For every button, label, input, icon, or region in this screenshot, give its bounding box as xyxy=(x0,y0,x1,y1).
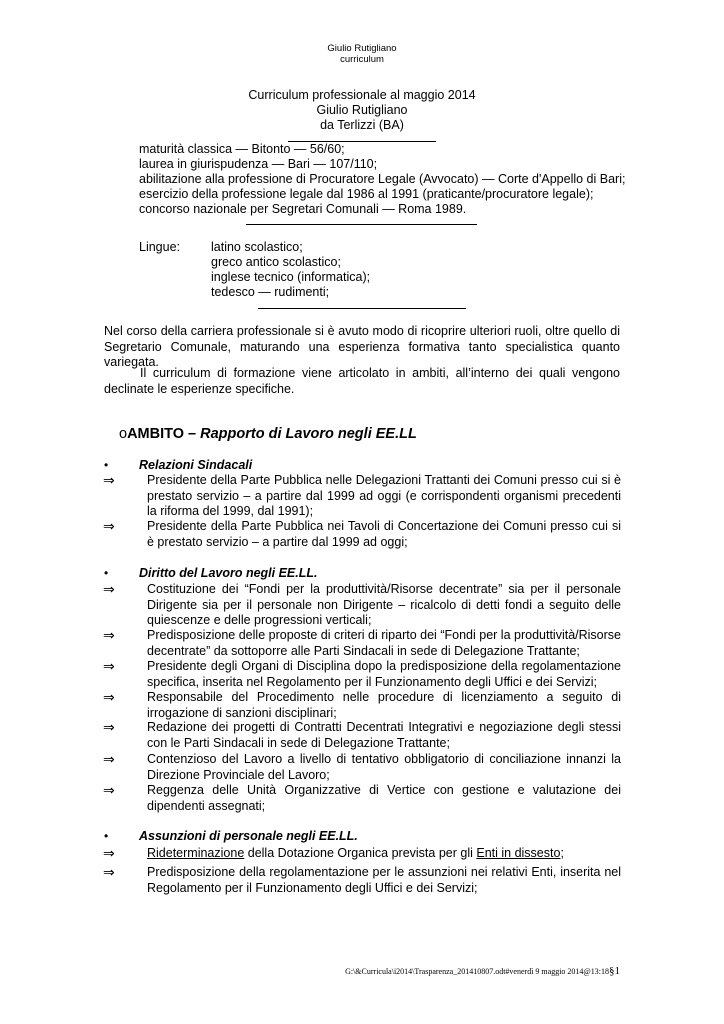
ambito-heading xyxy=(119,425,417,443)
author-origin: da Terlizzi (BA) xyxy=(320,118,404,132)
education-line: esercizio della professione legale dal 1986 al 1991 (praticante/procuratore legale); xyxy=(139,187,594,201)
list-item: Presidente degli Organi di Disciplina dopo la predisposizione della regolamentazione specifica, inserita nel Regolamento per il Funzionamento degli Uffici e dei Servizi; xyxy=(147,659,621,689)
ambito-dash: – xyxy=(184,426,201,442)
education-line: concorso nazionale per Segretari Comunali — Roma 1989. xyxy=(139,202,467,216)
language-item: greco antico scolastico; xyxy=(211,255,341,269)
underlined-term: Enti in dissesto xyxy=(476,846,561,860)
author-name: Giulio Rutigliano xyxy=(316,103,408,117)
list-item: Presidente della Parte Pubblica nei Tavoli di Concertazione dei Comuni presso cui si è prestato servizio – a partire dal 1999 ad oggi; xyxy=(147,519,621,549)
footer-path: G:\&Curricula\i2014\Trasparenza_201410807.odt#venerdì 9 maggio 2014@13:18 xyxy=(345,967,609,976)
list-item: Responsabile del Procedimento nelle procedure di licenziamento a seguito di irrogazione di sanzioni disciplinari; xyxy=(147,690,621,720)
item-text: della Dotazione Organica prevista per gli xyxy=(244,846,477,860)
list-item: Contenzioso del Lavoro a livello di tentativo obbligatorio di conciliazione innanzi la Direzione Provinciale del Lavoro; xyxy=(147,752,621,782)
languages-divider xyxy=(258,308,466,309)
page-footer xyxy=(345,966,620,977)
arrow-icon: ⇒ xyxy=(103,628,115,644)
ambito-title: Rapporto di Lavoro negli EE.LL xyxy=(200,426,417,442)
education-line: maturità classica — Bitonto — 56/60; xyxy=(139,142,345,156)
list-item xyxy=(147,846,621,862)
education-line: laurea in giurispudenza — Bari — 107/110; xyxy=(139,157,378,171)
ambito-marker: o xyxy=(119,426,128,442)
arrow-icon: ⇒ xyxy=(103,659,115,675)
section-title-diritto: Diritto del Lavoro negli EE.LL. xyxy=(139,566,318,580)
languages-label: Lingue: xyxy=(139,240,181,254)
intro-paragraph-2: Il curriculum di formazione viene articolato in ambiti, all’interno dei quali vengono declinate le esperienze specifiche. xyxy=(104,366,620,396)
intro-paragraph: Nel corso della carriera professionale si è avuto modo di ricoprire ulteriori ruoli, oltre quello di Segretario Comunale, maturando una esperienza formativa tanto specialistica quanto variegata. xyxy=(104,324,620,369)
list-item: Predisposizione delle proposte di criteri di riparto dei “Fondi per la produttività/Risorse decentrate” da sottoporre alle Parti Sindacali in sede di Delegazione Trattante; xyxy=(147,628,621,658)
arrow-icon: ⇒ xyxy=(103,865,115,881)
arrow-icon: ⇒ xyxy=(103,473,115,489)
arrow-icon: ⇒ xyxy=(103,720,115,736)
list-item: Redazione dei progetti di Contratti Decentrati Integrativi e negoziazione degli stessi con le Parti Sindacali in sede di Delegazione Trattante; xyxy=(147,720,621,750)
language-item: latino scolastico; xyxy=(211,240,303,254)
list-item: Presidente della Parte Pubblica nelle Delegazioni Trattanti dei Comuni presso cui si è prestato servizio – a partire dal 1999 ad oggi (e corrispondenti organismi precedenti la riforma del 1999, dal 1991); xyxy=(147,473,621,518)
education-divider xyxy=(246,224,477,225)
education-line: abilitazione alla professione di Procuratore Legale (Avvocato) — Corte d'Appello di Bari; xyxy=(139,172,626,186)
header-subtitle: curriculum xyxy=(340,54,384,65)
list-item: Predisposizione della regolamentazione per le assunzioni nei relativi Enti, inserita nel Regolamento per il Funzionamento degli Uffici e dei Servizi; xyxy=(147,865,621,895)
list-item: Costituzione dei “Fondi per la produttività/Risorse decentrate” sia per il personale Dirigente sia per il personale non Dirigente – ricalcolo di detti fondi a seguito delle quiescenze e delle progressioni verticali; xyxy=(147,582,621,627)
arrow-icon: ⇒ xyxy=(103,752,115,768)
arrow-icon: ⇒ xyxy=(103,846,115,862)
section-title-relazioni: Relazioni Sindacali xyxy=(139,458,253,472)
arrow-icon: ⇒ xyxy=(103,582,115,598)
bullet-icon: • xyxy=(104,566,109,580)
bullet-icon: • xyxy=(104,458,109,472)
bullet-icon: • xyxy=(104,829,109,843)
language-item: inglese tecnico (informatica); xyxy=(211,270,371,284)
document-title: Curriculum professionale al maggio 2014 xyxy=(248,88,476,102)
section-title-assunzioni: Assunzioni di personale negli EE.LL. xyxy=(139,829,358,843)
header-name: Giulio Rutigliano xyxy=(327,43,397,54)
list-item: Reggenza delle Unità Organizzative di Vertice con gestione e valutazione dei dipendenti assegnati; xyxy=(147,783,621,813)
arrow-icon: ⇒ xyxy=(103,783,115,799)
underlined-term: Rideterminazione xyxy=(147,846,245,860)
language-item: tedesco — rudimenti; xyxy=(211,285,330,299)
arrow-icon: ⇒ xyxy=(103,690,115,706)
page-number: §1 xyxy=(609,965,620,977)
ambito-label: AMBITO xyxy=(127,426,185,442)
item-text: ; xyxy=(560,846,564,860)
arrow-icon: ⇒ xyxy=(103,519,115,535)
